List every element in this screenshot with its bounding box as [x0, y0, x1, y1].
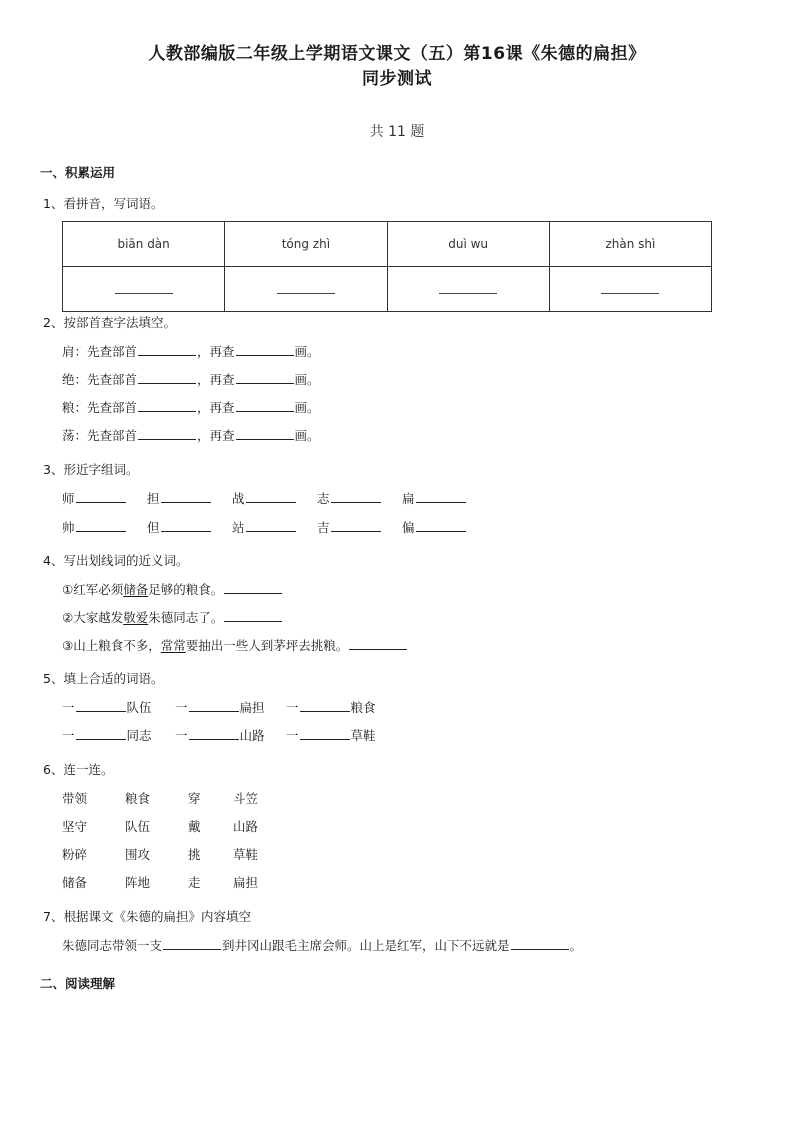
question-3-prompt: 3、形近字组词。 — [43, 462, 139, 477]
answer-blank[interactable] — [138, 398, 196, 412]
line-text: 草鞋 — [350, 728, 376, 743]
answer-blank[interactable] — [76, 698, 126, 712]
match-word[interactable]: 戴 — [188, 819, 201, 834]
matching-row — [62, 817, 293, 835]
match-word[interactable]: 山路 — [233, 819, 259, 834]
answer-blank[interactable] — [76, 518, 126, 532]
sentence-text: ②大家越发 — [62, 610, 124, 625]
answer-blank[interactable] — [300, 698, 350, 712]
answer-blank[interactable] — [115, 281, 173, 294]
answer-blank[interactable] — [277, 281, 335, 294]
answer-blank[interactable] — [246, 489, 296, 503]
sentence-text: ③山上粮食不多， — [62, 638, 161, 653]
answer-blank[interactable] — [224, 580, 282, 594]
line-text: 扁担 — [239, 700, 265, 715]
match-word[interactable]: 坚守 — [62, 819, 88, 834]
question-4-prompt: 4、写出划线词的近义词。 — [43, 553, 189, 568]
line-text: 队伍 — [126, 700, 152, 715]
synonym-sentence — [62, 608, 283, 626]
sentence-text: ①红军必须 — [62, 582, 124, 597]
pinyin-cell: biān dàn — [63, 222, 225, 267]
match-word[interactable]: 走 — [188, 875, 201, 890]
line-text: ，再查 — [197, 372, 235, 387]
answer-blank[interactable] — [189, 726, 239, 740]
sentence-text: 朱德同志带领一支 — [62, 938, 163, 953]
character: 绝 — [62, 372, 75, 387]
character: 担 — [147, 491, 160, 506]
question-6-prompt: 6、连一连。 — [43, 762, 114, 777]
similar-chars-row — [62, 518, 487, 536]
line-text: 画。 — [294, 344, 320, 359]
underlined-word: 常常 — [160, 638, 186, 653]
answer-blank[interactable] — [416, 489, 466, 503]
matching-row — [62, 873, 293, 891]
line-text: 画。 — [294, 372, 320, 387]
answer-blank[interactable] — [601, 281, 659, 294]
page-subtitle: 同步测试 — [362, 69, 432, 89]
answer-blank[interactable] — [236, 370, 294, 384]
match-word[interactable]: 斗笠 — [233, 791, 259, 806]
line-text: ，再查 — [197, 344, 235, 359]
sentence-text: 足够的粮食。 — [148, 582, 224, 597]
answer-blank[interactable] — [236, 342, 294, 356]
matching-row — [62, 845, 293, 863]
fill-in-sentence — [62, 936, 582, 954]
question-1-prompt: 1、看拼音，写词语。 — [43, 196, 164, 211]
match-word[interactable]: 粮食 — [125, 791, 151, 806]
answer-blank[interactable] — [161, 489, 211, 503]
match-word[interactable]: 阵地 — [125, 875, 151, 890]
answer-blank[interactable] — [349, 636, 407, 650]
similar-chars-row — [62, 489, 487, 507]
answer-blank[interactable] — [138, 370, 196, 384]
match-word[interactable]: 队伍 — [125, 819, 151, 834]
answer-blank[interactable] — [331, 489, 381, 503]
match-word[interactable]: 储备 — [62, 875, 88, 890]
character: 荡 — [62, 428, 75, 443]
line-text: ：先查部首 — [74, 344, 138, 359]
character: 帅 — [62, 520, 75, 535]
question-count: 共 11 题 — [369, 124, 425, 140]
matching-row — [62, 789, 293, 807]
answer-blank[interactable] — [138, 342, 196, 356]
match-word[interactable]: 穿 — [188, 791, 201, 806]
answer-blank[interactable] — [163, 936, 221, 950]
line-text: ：先查部首 — [74, 428, 138, 443]
question-7-prompt: 7、根据课文《朱德的扁担》内容填空 — [43, 909, 251, 924]
line-text: 画。 — [294, 400, 320, 415]
line-text: 画。 — [294, 428, 320, 443]
line-text: 山路 — [239, 728, 265, 743]
sentence-text: 朱德同志了。 — [148, 610, 224, 625]
measure-word-row — [62, 726, 399, 744]
line-text: ：先查部首 — [74, 400, 138, 415]
answer-blank[interactable] — [161, 518, 211, 532]
radical-line — [62, 370, 320, 388]
line-text: 同志 — [126, 728, 152, 743]
radical-line — [62, 398, 320, 416]
answer-blank[interactable] — [331, 518, 381, 532]
answer-cell[interactable] — [387, 267, 549, 312]
character: 战 — [232, 491, 245, 506]
pinyin-cell: tóng zhì — [225, 222, 387, 267]
character: 但 — [147, 520, 160, 535]
answer-blank[interactable] — [439, 281, 497, 294]
match-word[interactable]: 挑 — [188, 847, 201, 862]
answer-blank[interactable] — [138, 426, 196, 440]
line-text: 粮食 — [350, 700, 376, 715]
character: 志 — [317, 491, 330, 506]
pinyin-cell: duì wu — [387, 222, 549, 267]
pinyin-table — [62, 221, 712, 312]
character: 偏 — [402, 520, 415, 535]
character: 扁 — [402, 491, 415, 506]
answer-blank[interactable] — [300, 726, 350, 740]
answer-blank[interactable] — [76, 726, 126, 740]
answer-blank[interactable] — [236, 426, 294, 440]
line-text: ：先查部首 — [74, 372, 138, 387]
character: 粮 — [62, 400, 75, 415]
line-text: 一 — [286, 700, 299, 715]
underlined-word: 储备 — [123, 582, 149, 597]
line-text: 一 — [62, 728, 75, 743]
answer-blank[interactable] — [416, 518, 466, 532]
question-2-prompt: 2、按部首查字法填空。 — [43, 315, 176, 330]
character: 肩 — [62, 344, 75, 359]
answer-cell[interactable] — [63, 267, 225, 312]
match-word[interactable]: 围攻 — [125, 847, 151, 862]
synonym-sentence — [62, 580, 283, 598]
underlined-word: 敬爱 — [123, 610, 149, 625]
radical-line — [62, 426, 320, 444]
question-5-prompt: 5、填上合适的词语。 — [43, 671, 164, 686]
pinyin-cell: zhàn shì — [549, 222, 711, 267]
answer-cell[interactable] — [549, 267, 711, 312]
character: 吉 — [317, 520, 330, 535]
character: 师 — [62, 491, 75, 506]
answer-blank[interactable] — [236, 398, 294, 412]
answer-blank[interactable] — [76, 489, 126, 503]
section-title-accumulation: 一、积累运用 — [40, 165, 116, 180]
measure-word-row — [62, 698, 399, 716]
synonym-sentence — [62, 636, 408, 654]
match-word[interactable]: 粉碎 — [62, 847, 88, 862]
page-title: 人教部编版二年级上学期语文课文（五）第16课《朱德的扁担》 — [148, 44, 646, 64]
answer-cell[interactable] — [225, 267, 387, 312]
sentence-text: 要抽出一些人到茅坪去挑粮。 — [185, 638, 349, 653]
answer-blank[interactable] — [246, 518, 296, 532]
answer-blank[interactable] — [511, 936, 569, 950]
character: 站 — [232, 520, 245, 535]
answer-blank[interactable] — [224, 608, 282, 622]
sentence-text: 到井冈山跟毛主席会师。山上是红军，山下不远就是 — [222, 938, 510, 953]
line-text: ，再查 — [197, 428, 235, 443]
line-text: 一 — [286, 728, 299, 743]
match-word[interactable]: 草鞋 — [233, 847, 259, 862]
radical-line — [62, 342, 320, 360]
answer-blank[interactable] — [189, 698, 239, 712]
sentence-text: 。 — [569, 938, 583, 953]
line-text: 一 — [175, 728, 188, 743]
line-text: 一 — [62, 700, 75, 715]
section-title-reading: 二、阅读理解 — [40, 976, 116, 991]
match-word[interactable]: 扁担 — [233, 875, 259, 890]
match-word[interactable]: 带领 — [62, 791, 88, 806]
line-text: ，再查 — [197, 400, 235, 415]
line-text: 一 — [175, 700, 188, 715]
